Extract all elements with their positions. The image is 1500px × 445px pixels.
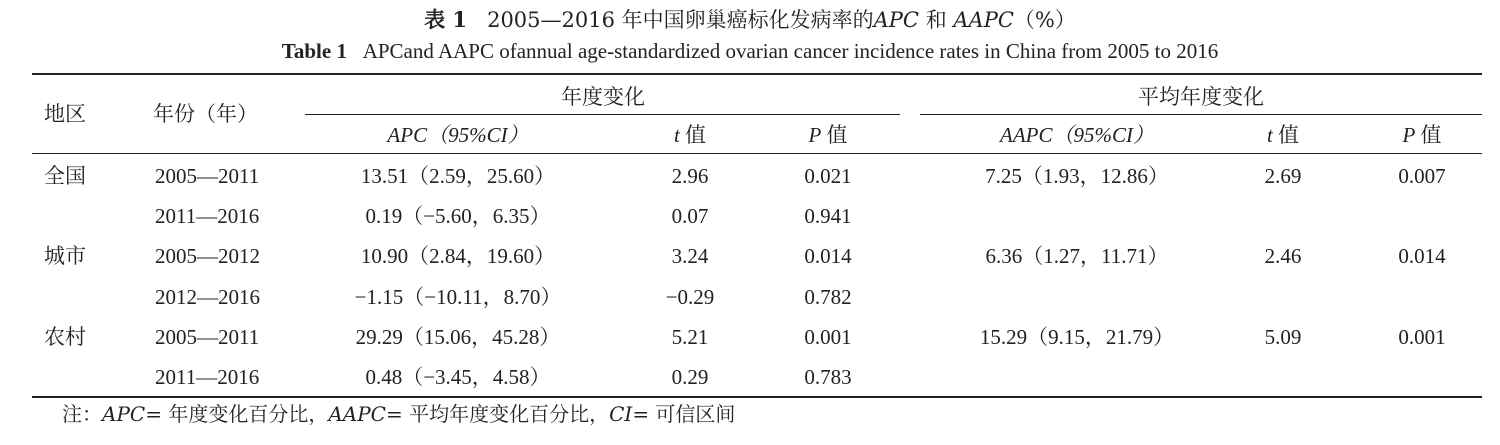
header-apc-ci: APC（95%CI） (387, 123, 529, 147)
cell-p: 0.941 (804, 204, 852, 228)
note-aapc: AAPC (328, 402, 386, 426)
header-p-symbol: P (808, 123, 822, 147)
header-bottom-rule (32, 153, 1482, 154)
header-year: 年份（年） (153, 102, 258, 126)
cell-p: 0.021 (804, 164, 852, 188)
cell-aapc-t: 2.69 (1264, 164, 1302, 188)
cell-apc: 0.48（−3.45，4.58） (365, 365, 551, 389)
header-aapc-t (1267, 122, 1299, 148)
cell-year: 2011—2016 (155, 365, 260, 389)
table-footnote (62, 401, 735, 427)
header-t-suffix: 值 (685, 123, 707, 147)
header-region: 地区 (44, 102, 86, 126)
note-apc-def: = 年度变化百分比， (145, 402, 329, 426)
cell-year: 2011—2016 (155, 204, 260, 228)
table-top-rule (32, 73, 1482, 75)
cell-t: −0.29 (665, 285, 715, 309)
cell-t: 3.24 (671, 244, 709, 268)
header-aapc-p (1402, 122, 1441, 148)
apc-group-rule (305, 114, 900, 115)
cell-apc: −1.15（−10.11，8.70） (354, 285, 562, 309)
table-bottom-rule (32, 396, 1482, 398)
cell-apc: 13.51（2.59，25.60） (360, 164, 556, 188)
header-aapc-p-suffix: 值 (1420, 123, 1442, 147)
cell-aapc: 7.25（1.93，12.86） (985, 164, 1169, 188)
header-apc-group: 年度变化 (561, 85, 645, 109)
header-aapc-t-symbol: t (1266, 123, 1273, 147)
cell-aapc-t: 2.46 (1264, 244, 1302, 268)
cell-region: 全国 (44, 164, 86, 188)
cell-region: 农村 (44, 325, 86, 349)
cell-p: 0.014 (804, 244, 852, 268)
cell-t: 2.96 (671, 164, 709, 188)
caption-cn-and: 和 (925, 8, 947, 32)
note-aapc-def: = 平均年度变化百分比， (385, 402, 610, 426)
cell-p: 0.783 (804, 365, 852, 389)
cell-aapc: 6.36（1.27，11.71） (985, 244, 1169, 268)
table-caption-en (0, 38, 1500, 64)
caption-en-label: Table 1 (281, 39, 347, 63)
cell-t: 0.07 (671, 204, 709, 228)
note-ci: CI (609, 402, 633, 426)
cell-aapc-p: 0.007 (1398, 164, 1446, 188)
caption-cn-aapc: AAPC (953, 8, 1014, 32)
cell-t: 5.21 (671, 325, 709, 349)
header-p-suffix: 值 (826, 123, 848, 147)
cell-region: 城市 (44, 244, 86, 268)
cell-aapc-p: 0.014 (1398, 244, 1446, 268)
header-aapc-group: 平均年度变化 (1138, 85, 1264, 109)
note-prefix: 注： (62, 402, 102, 426)
aapc-group-rule (920, 114, 1482, 115)
cell-year: 2005—2012 (155, 244, 260, 268)
caption-cn-unit: （%） (1013, 8, 1076, 32)
header-t (674, 122, 706, 148)
cell-year: 2012—2016 (155, 285, 260, 309)
header-t-symbol: t (673, 123, 680, 147)
cell-year: 2005—2011 (155, 164, 260, 188)
caption-cn-text: 2005—2016 年中国卵巢癌标化发病率的 (487, 8, 874, 32)
cell-aapc: 15.29（9.15，21.79） (979, 325, 1175, 349)
caption-en-text: APCand AAPC ofannual age-standardized ovarian cancer incidence rates in China from 2005 to 2016 (362, 39, 1219, 63)
cell-t: 0.29 (671, 365, 709, 389)
table-caption-cn (0, 7, 1500, 33)
cell-apc: 10.90（2.84，19.60） (360, 244, 556, 268)
cell-p: 0.782 (804, 285, 852, 309)
cell-apc: 0.19（−5.60，6.35） (365, 204, 551, 228)
note-apc: APC (102, 402, 146, 426)
cell-aapc-t: 5.09 (1264, 325, 1302, 349)
cell-p: 0.001 (804, 325, 852, 349)
header-aapc-p-symbol: P (1402, 123, 1416, 147)
cell-year: 2005—2011 (155, 325, 260, 349)
cell-aapc-p: 0.001 (1398, 325, 1446, 349)
cell-apc: 29.29（15.06，45.28） (355, 325, 561, 349)
caption-cn-apc: APC (873, 8, 920, 32)
header-p (808, 122, 847, 148)
header-aapc-t-suffix: 值 (1278, 123, 1300, 147)
header-aapc-ci: AAPC（95%CI） (1000, 123, 1154, 147)
note-ci-def: = 可信区间 (632, 402, 736, 426)
caption-cn-label: 表 1 (424, 7, 468, 32)
